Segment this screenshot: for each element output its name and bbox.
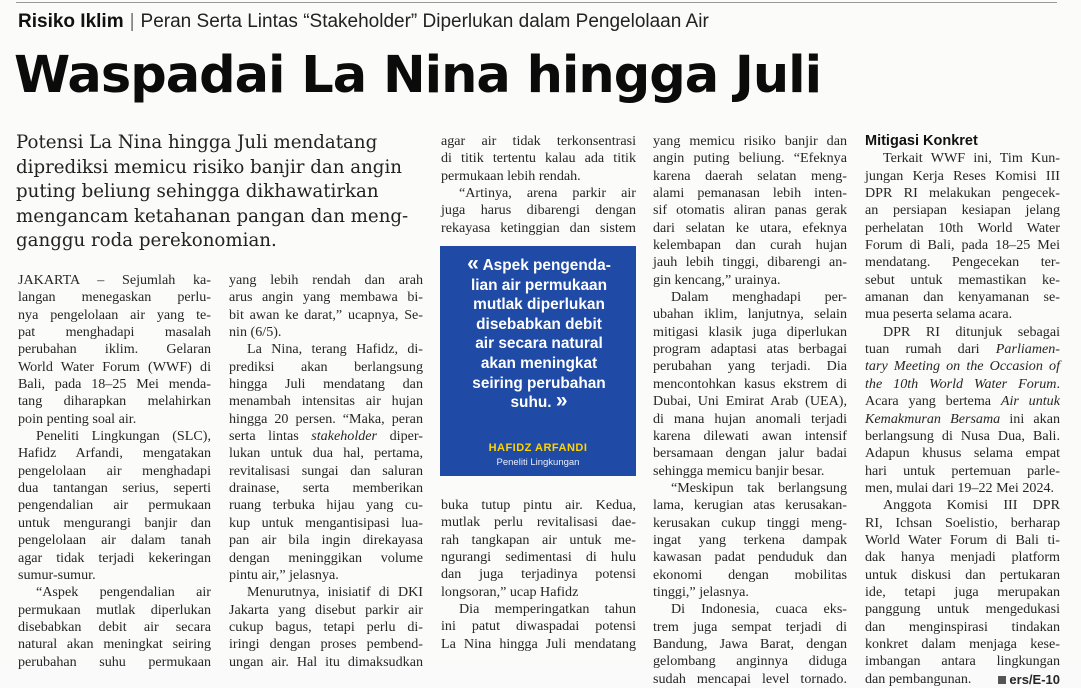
pull-quote-line xyxy=(450,389,628,413)
text-line: juga harus dibarengi dengan xyxy=(441,202,636,219)
text-line: RI, Ichsan Soelistio, berharap xyxy=(865,514,1060,531)
text-line: pat menghadapi masalah xyxy=(18,324,211,341)
text-line: arus angin yang membawa bi- xyxy=(229,289,423,306)
article-column-3-bottom xyxy=(441,497,636,653)
text-line: lama, kerugian atas kerusakan- xyxy=(653,497,847,514)
text-line: jauh lebih tinggi, dibarengi an- xyxy=(653,254,847,271)
section-kicker xyxy=(18,11,709,33)
text-line: drainase, serta memberikan xyxy=(229,480,423,497)
text-line: rah tangkapan air untuk me- xyxy=(441,531,636,548)
text-line: pengelolaan air menghadapi xyxy=(18,462,211,479)
lead-line: diprediksi memicu risiko banjir dan angin xyxy=(16,156,402,178)
pull-quote-role: Peneliti Lingkungan xyxy=(496,457,580,468)
text-line: Anggota Komisi III DPR xyxy=(883,497,1060,514)
pull-quote-line xyxy=(450,374,628,394)
text-line: poin penting soal air. xyxy=(18,410,137,427)
pull-quote-line-text: Aspek pengenda- xyxy=(482,257,611,274)
text-line: serta lintas stakeholder diper- xyxy=(229,428,423,445)
text-line: sif otomatis aliran panas gerak xyxy=(653,202,847,219)
text-line: the 10th World Water Forum. xyxy=(865,375,1060,392)
text-line: pintu air,” jelasnya. xyxy=(229,566,339,583)
text-line: ruang terbuka hijau yang cu- xyxy=(229,497,423,514)
text-line: Bali, pada 18–25 Mei menda- xyxy=(18,376,211,393)
pull-quote-line xyxy=(450,334,628,354)
text-line: langan menegaskan perlu- xyxy=(18,289,211,306)
article-column-3-top xyxy=(441,133,636,237)
text-line: ekonomi dengan mobilitas xyxy=(653,566,847,583)
pull-quote-box xyxy=(440,246,636,476)
text-line: di mana hujan anomali terjadi xyxy=(653,410,847,427)
text-line: sumur-sumur. xyxy=(18,566,96,583)
text-line: karena dilewati awan intensif xyxy=(653,427,847,444)
text-line: program adaptasi atas berbagai xyxy=(653,341,847,358)
text-line: Peneliti Lingkungan (SLC), xyxy=(36,428,211,445)
article-column-2 xyxy=(229,272,423,671)
text-line: World Water Forum (WWF) di xyxy=(18,358,211,375)
text-line: sehingga memicu banjir besar. xyxy=(653,462,825,479)
text-line: “Artinya, arena parkir air xyxy=(459,185,636,202)
text-line: Dubai, Uni Emirat Arab (UEA), xyxy=(653,393,847,410)
pull-quote-line xyxy=(450,295,628,315)
text-line: lukan untuk dua hal, pertama, xyxy=(229,445,423,462)
text-line: dan menginspirasi tindakan xyxy=(865,618,1060,635)
text-line: nya pengelolaan air yang te- xyxy=(18,306,211,323)
lead-line: Potensi La Nina hingga Juli mendatang xyxy=(16,132,378,153)
text-line: alami pemanasan lebih inten- xyxy=(653,185,847,202)
pull-quote-line-text: seiring perubahan xyxy=(472,374,606,392)
text-line: natural akan meningkat seiring xyxy=(18,636,211,653)
text-line: tang diharapkan melahirkan xyxy=(18,393,211,410)
pull-quote-line-text: suhu. xyxy=(510,394,552,412)
text-line: nin (6/5). xyxy=(229,324,282,341)
text-line: bersamaan dengan jalur badai xyxy=(653,445,847,462)
text-line: untuk mengurangi banjir dan xyxy=(18,514,211,531)
pull-quote-line xyxy=(450,315,628,335)
article-column-5 xyxy=(865,133,1060,688)
text-line: hingga 20 persen. “Maka, peran xyxy=(229,410,423,427)
byline xyxy=(998,671,1060,688)
text-line: Acara yang bertema Air untuk xyxy=(865,393,1060,410)
text-line: Hafidz Arfandi, mengatakan xyxy=(18,445,211,462)
text-line: ubahan iklim, lanjutnya, selain xyxy=(653,306,847,323)
text-line: ngurangi sedimentasi di hulu xyxy=(441,549,636,566)
text-line: gelombang anginnya diduga xyxy=(653,653,847,670)
text-line: untuk diskusi dan pertukaran xyxy=(865,566,1060,583)
text-line: dari selatan ke utara, efeknya xyxy=(653,219,847,236)
text-line: buka tutup pintu air. Kedua, xyxy=(441,497,636,513)
text-line: imbangan antara lingkungan xyxy=(865,653,1060,670)
text-line: di titik tertentu kalau ada titik xyxy=(441,150,636,167)
text-line: berlangsung di Nusa Dua, Bali. xyxy=(865,427,1060,444)
text-line: menambah intensitas air hujan xyxy=(229,393,423,410)
text-line: cukup bagus, tetapi perlu di- xyxy=(229,618,423,635)
text-line: dak hanya menjadi platform xyxy=(865,549,1060,566)
text-line: an persiapan kesiapan jelang xyxy=(865,202,1060,219)
text-line: Forum di Bali, pada 18–25 Mei xyxy=(865,237,1060,254)
text-line: trem juga sempat terjadi di xyxy=(653,618,847,635)
text-line: panggung untuk mengedukasi xyxy=(865,601,1060,618)
lead-line: ganggu roda perekonomian. xyxy=(16,230,277,252)
pull-quote-name: HAFIDZ ARFANDI xyxy=(488,442,588,454)
text-line: sudah mencapai level tornado. xyxy=(653,670,847,687)
text-line: dan pembangunan. xyxy=(865,670,972,687)
text-line: pan air bila ingin direkayasa xyxy=(229,532,423,549)
text-line: agar tidak terjadi kekeringan xyxy=(18,549,211,566)
text-line: tary Meeting on the Occasion of xyxy=(865,358,1060,375)
text-line: rekayasa ketinggian dan sistem xyxy=(441,219,636,236)
text-line: “Aspek pengendalian air xyxy=(36,584,211,601)
text-line: bit awan ke darat,” ucapnya, Se- xyxy=(229,306,423,323)
text-line: Bandung, Jawa Barat, dengan xyxy=(653,635,847,652)
text-line: kerusakan cukup tinggi meng- xyxy=(653,514,847,531)
text-line: ide, tetapi juga merupakan xyxy=(865,583,1060,600)
text-line: iringi dengan proses pembend- xyxy=(229,636,423,653)
text-line: agar air tidak terkonsentrasi xyxy=(441,133,636,149)
pull-quote-line-text: mutlak diperlukan xyxy=(473,296,605,314)
article-column-1 xyxy=(18,272,211,671)
text-line: Menurutnya, inisiatif di DKI xyxy=(247,584,423,601)
text-line: sebut untuk memastikan ke- xyxy=(865,271,1060,288)
text-line: La Nina hingga Juli mendatang xyxy=(441,635,636,652)
pull-quote-line-text: akan meningkat xyxy=(480,354,598,372)
text-line: perubahan suhu permukaan xyxy=(18,653,211,670)
text-line: karena daerah selatan meng- xyxy=(653,167,847,184)
close-quote-mark: » xyxy=(555,389,568,413)
pull-quote-text xyxy=(450,252,628,413)
text-line: ini patut diwaspadai potensi xyxy=(441,618,636,635)
pull-quote-line xyxy=(450,276,628,296)
pull-quote-line-text: lian air permukaan xyxy=(470,276,607,294)
text-line: hingga Juli mendatang dan xyxy=(229,376,423,393)
text-line: La Nina, terang Hafidz, di- xyxy=(247,341,423,358)
text-line: angin puting beliung. “Efeknya xyxy=(653,150,847,167)
text-line: revitalisasi sungai dan saluran xyxy=(229,462,423,479)
end-square-icon xyxy=(998,676,1006,684)
byline-text: ers/E-10 xyxy=(1009,671,1060,687)
text-line: pengelolaan air dalam tanah xyxy=(18,532,211,549)
top-rule xyxy=(16,2,1057,3)
text-line: “Meskipun tak berlangsung xyxy=(671,479,847,496)
text-line: Dalam menghadapi per- xyxy=(671,289,847,306)
text-line: dua tantangan serius, seperti xyxy=(18,480,211,497)
lead-paragraph xyxy=(16,131,421,254)
text-line: perhelatan 10th World Water xyxy=(865,219,1060,236)
text-line: Kemakmuran Bersama ini akan xyxy=(865,410,1060,427)
text-line: kup untuk mengantisipasi lua- xyxy=(229,514,423,531)
text-line: World Water Forum di Bali ti- xyxy=(865,531,1060,548)
text-line: Di Indonesia, cuaca eks- xyxy=(671,601,847,618)
pull-quote-line-text: disebabkan debit xyxy=(476,315,602,333)
headline: Waspadai La Nina hingga Juli xyxy=(14,46,822,105)
article-column-4 xyxy=(653,133,847,688)
text-line: mendatang. Pengecekan ter- xyxy=(865,254,1060,271)
subheading-mitigasi: Mitigasi Konkret xyxy=(865,133,978,149)
text-line: Adapun khusus selama empat xyxy=(865,445,1060,462)
kicker-subtitle: Peran Serta Lintas “Stakeholder” Diperlukan dalam Pengelolaan Air xyxy=(140,11,709,32)
text-line: mencontohkan kasus ekstrem di xyxy=(653,375,847,392)
text-line: tuan rumah dari Parliamen- xyxy=(865,341,1060,358)
text-line: permukaan lebih rendah. xyxy=(441,167,581,184)
text-line: kawasan padat penduduk dan xyxy=(653,549,847,566)
text-line: konkret dalam menjaga kese- xyxy=(865,635,1060,652)
lead-line: mengancam ketahanan pangan dan meng- xyxy=(16,205,409,227)
pull-quote-line xyxy=(450,252,628,276)
text-line: prediksi akan berlangsung xyxy=(229,358,423,375)
pull-quote-line xyxy=(450,354,628,374)
text-line: yang lebih rendah dan arah xyxy=(229,272,423,288)
text-line: Jakarta yang disebut parkir air xyxy=(229,601,423,618)
text-line: perubahan yang terjadi. Dia xyxy=(653,358,847,375)
text-line: pengendalian air permukaan xyxy=(18,497,211,514)
text-line: mitigasi klasik juga diperlukan xyxy=(653,323,847,340)
text-line: mutlak perlu revitalisasi dae- xyxy=(441,514,636,531)
text-line: kelembapan dan curah hujan xyxy=(653,237,847,254)
rubric-label: Risiko Iklim xyxy=(18,11,124,32)
text-line: yang memicu risiko banjir dan xyxy=(653,133,847,149)
text-line: dan juga terjadinya potensi xyxy=(441,566,636,583)
text-line: ungan air. Hal itu dimaksudkan xyxy=(229,653,423,670)
text-line: permukaan mutlak diperlukan xyxy=(18,601,211,618)
kicker-separator: | xyxy=(129,11,135,32)
text-line: JAKARTA – Sejumlah ka- xyxy=(18,272,211,288)
text-line: ingat yang terkena dampak xyxy=(653,531,847,548)
text-line: mua peserta selama acara. xyxy=(865,306,1013,323)
text-line: perubahan iklim. Gelaran xyxy=(18,341,211,358)
text-line: DPR RI ditunjuk sebagai xyxy=(883,323,1060,340)
text-line: jungan Kerja Reses Komisi III xyxy=(865,167,1060,184)
text-line: amanan dan kenyamanan se- xyxy=(865,289,1060,306)
text-line: tinggi,” jelasnya. xyxy=(653,583,749,600)
text-line: dengan meninggikan volume xyxy=(229,549,423,566)
text-line: Terkait WWF ini, Tim Kun- xyxy=(883,150,1060,167)
text-line: longsoran,” ucap Hafidz xyxy=(441,583,579,600)
text-line: men, mulai dari 19–22 Mei 2024. xyxy=(865,479,1055,496)
lead-line: puting beliung sehingga dikhawatirkan xyxy=(16,181,379,203)
text-line: Dia memperingatkan tahun xyxy=(459,601,636,618)
text-line: gin kencang,” urainya. xyxy=(653,271,781,288)
text-line: disebabkan debit air secara xyxy=(18,618,211,635)
pull-quote-line-text: air secara natural xyxy=(475,335,603,353)
text-line: DPR RI melakukan pengecek- xyxy=(865,185,1060,202)
open-quote-mark: « xyxy=(467,252,479,275)
text-line: hari untuk pertemuan parle- xyxy=(865,462,1060,479)
